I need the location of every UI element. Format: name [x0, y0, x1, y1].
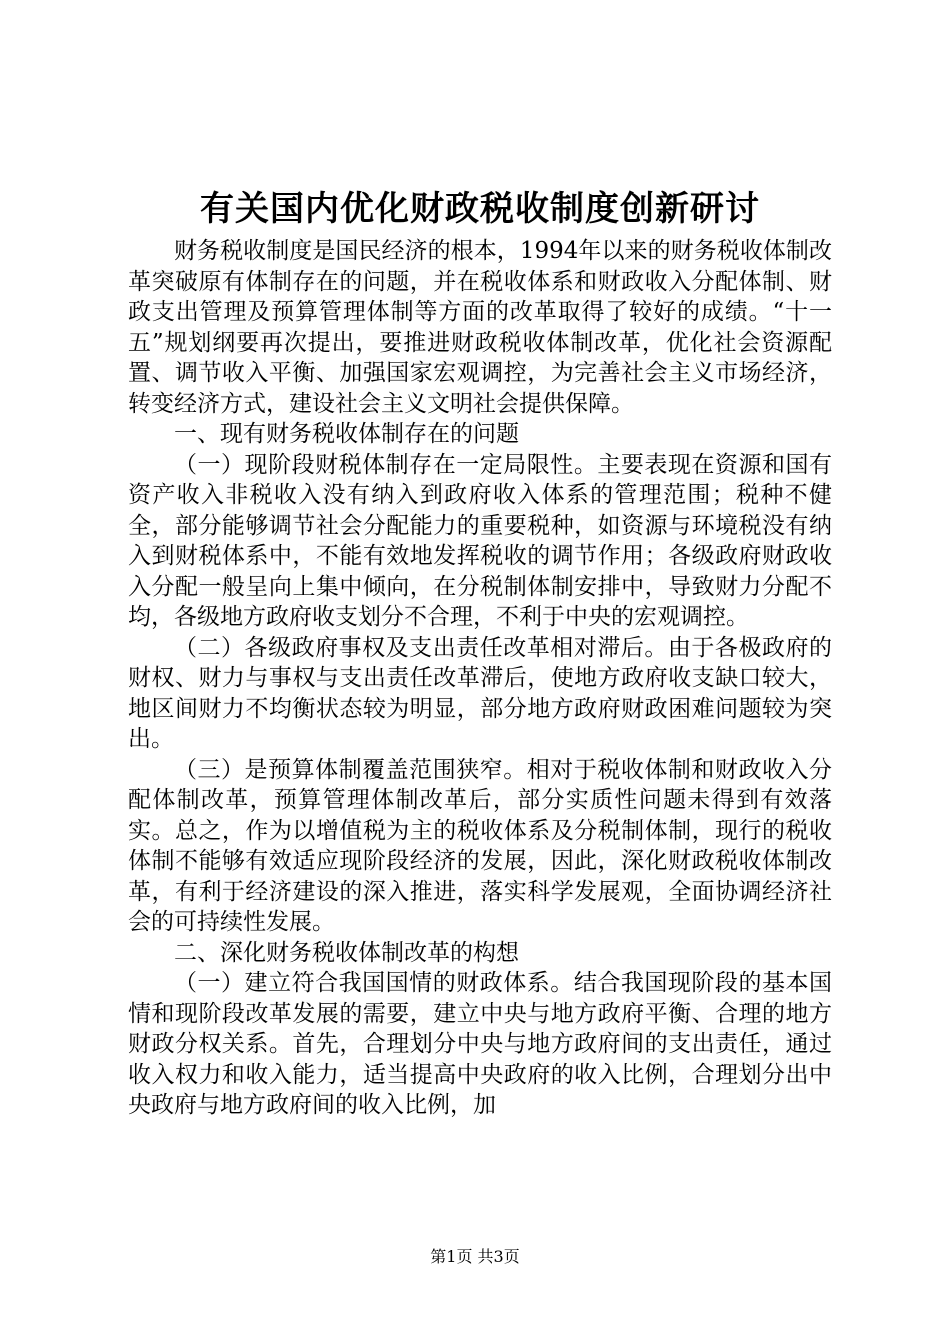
section-heading-2: 二、深化财务税收体制改革的构想 [174, 939, 519, 966]
section-heading-1: 一、现有财务税收体制存在的问题 [174, 421, 519, 447]
section-2-paragraph-1: （一）建立符合我国国情的财政体系。结合我国现阶段的基本国情和现阶段改革发展的需要，建立中央与地方政府平衡、合理的地方财政分权关系。首先，合理划分中央与地方政府间的支出责任，通过收入权力和收入能力，适当提高中央政府的收入比例，合理划分出中央政府与地方政府间的收入比例，加 [128, 970, 832, 1118]
page-footer: 第1页 共3页 [430, 1247, 520, 1266]
intro-paragraph: 财务税收制度是国民经济的根本，1994年以来的财务税收体制改革突破原有体制存在的问题，并在税收体系和财政收入分配体制、财政支出管理及预算管理体制等方面的改革取得了较好的成绩。“十一五”规划纲要再次提出，要推进财政税收体制改革，优化社会资源配置、调节收入平衡、加强国家宏观调控，为完善社会主义市场经济，转变经济方式，建设社会主义文明社会提供保障。 [128, 238, 832, 417]
section-1-paragraph-2: （二）各级政府事权及支出责任改革相对滞后。由于各极政府的财权、财力与事权与支出责任改革滞后，使地方政府收支缺口较大，地区间财力不均衡状态较为明显，部分地方政府财政困难问题较为突出。 [128, 634, 832, 752]
document-title: 有关国内优化财政税收制度创新研讨 [200, 189, 760, 229]
section-1-paragraph-1: （一）现阶段财税体制存在一定局限性。主要表现在资源和国有资产收入非税收入没有纳入到政府收入体系的管理范围；税种不健全，部分能够调节社会分配能力的重要税种，如资源与环境税没有纳入到财税体系中，不能有效地发挥税收的调节作用；各级政府财政收入分配一般呈向上集中倾向，在分税制体制安排中，导致财力分配不均，各级地方政府收支划分不合理，不利于中央的宏观调控。 [128, 451, 832, 630]
document-page [128, 0, 832, 1344]
section-1-paragraph-3: （三）是预算体制覆盖范围狭窄。相对于税收体制和财政收入分配体制改革，预算管理体制改革后，部分实质性问题未得到有效落实。总之，作为以增值税为主的税收体系及分税制体制，现行的税收体制不能够有效适应现阶段经济的发展，因此，深化财政税收体制改革，有利于经济建设的深入推进，落实科学发展观，全面协调经济社会的可持续性发展。 [128, 756, 832, 935]
document-body [128, 236, 832, 1121]
